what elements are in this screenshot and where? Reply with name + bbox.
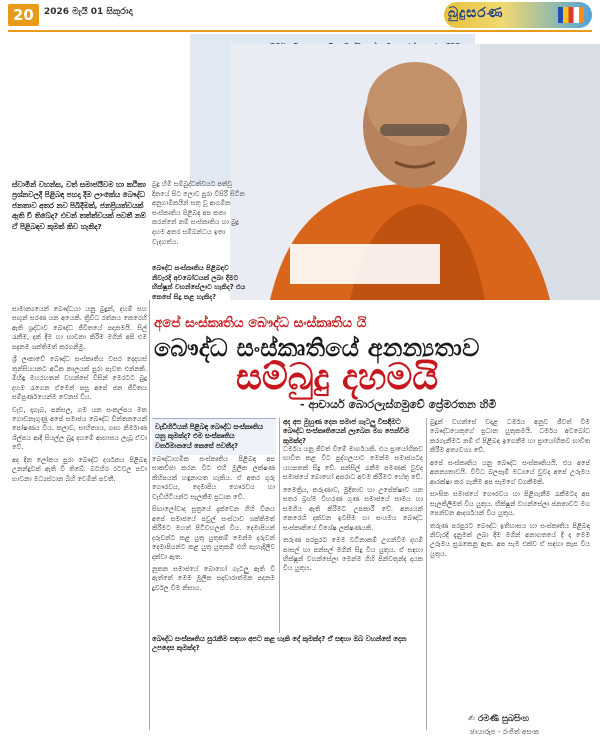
question-box-3-text: අද අප මුහුණ දෙන සමාජ ගැටලු විසඳීමට බෞද්ධ සංස්කෘතියෙන් ලැබෙන මග පෙන්වීම කුමක්ද?	[283, 418, 410, 445]
monk-photo	[230, 44, 600, 300]
column-divider	[426, 418, 427, 730]
column-3-para: ධර්මය යනු ජීවත් වීමේ මාර්ගයකි. එය ප්‍රායෝගිකව භාවිත කළ විට පුද්ගලයාට මෙන්ම සමාජයටද යහපතක් සිදු වේ. පන්සිල් රැකීම පමණක් වුවද සමාජයේ බොහෝ අපරාධ අවම කිරීමට හේතු වේ.	[283, 445, 423, 482]
question-1	[12, 180, 147, 232]
column-1-para: වැව, දාගැබ, පන්සල, ගම යන සංකල්පය මත ගොඩනැගුණු අපේ සමාජය බෞද්ධ චින්තනයෙන් පෝෂණය විය. කලාව, සාහිත්‍යය, ගෘහ නිර්මාණ ශිල්පය ආදී සියල්ල බුදු දහමේ ආභාසය ලැබූ ඒවා වේ.	[12, 405, 147, 452]
column-2	[152, 455, 275, 596]
column-2-top	[152, 180, 247, 247]
column-1-para: සාමාන්‍යයෙන් බෞද්ධයා යනු බුදුන්, දහම් සහ සඟුන් සරණ යන අයෙකි. ත්‍රිවිධ රත්නය කෙරෙහි ඇති ශ්‍රද්ධාව බෞද්ධ ජීවිතයේ පදනමයි. සිල් රැකීම, දන් දීම හා භාවනා කිරීම මගින් අපි එම පදනම ශක්තිමත් කරගනිමු.	[12, 305, 147, 351]
header-rule	[8, 30, 592, 32]
masthead-logo	[444, 2, 592, 28]
column-divider	[149, 300, 150, 730]
issue-date: 2026 මැයි 01 සිකුරාදා	[44, 7, 133, 17]
column-divider	[279, 418, 280, 633]
column-3-para: මෛත්‍රිය, කරුණාව, මුදිතාව හා උපේක්ෂාව යන සතර බ්‍රහ්ම විහරණ ගුණ සමාජයේ සාමය හා සමගිය ඇති කිරීමට උපකාරී වේ. අන්‍යයන් කෙරෙහි දක්වන ඉවසීම හා සංයමය බෞද්ධ සංස්කෘතියේ විශේෂ ලක්ෂණයකි.	[283, 485, 423, 532]
question-1-text: ස්වාමීන් වහන්ස, වත් සමාජයීවම හා කථිකා ප්‍රශ්නවලදී පිළිබඳ පහදා දීම ලාංකේය බෞද්ධ ජනතාව අතර නව පිබිදීමක්, ජනප්‍රියත්වයක් ඇති වී තිබේද? එවන් තත්ත්වයක් පවතී නම් ඒ පිළිබඳව කුමක් කිව හැකිද?	[12, 180, 146, 231]
main-headline-red: සම්බුදු දහමයි	[236, 357, 439, 398]
column-4-para: සාංඝික සමාජයේ ගෞරවය හා පිළිගැනීම රැකීමටද අප සැලකිලිමත් විය යුතුය. භික්ෂූන් වහන්සේලා ජනතාවට මග පෙන්වන ආදර්ශයක් විය යුතුය.	[430, 490, 590, 518]
column-4-para: තරුණ පරපුරට බෞද්ධ ඉතිහාසය හා සංස්කෘතිය පිළිබඳ නිවැරදි දැනුමක් ලබා දීම මගින් අනාගතයේ දී ද මෙම උරුමය සුරැකෙනු ඇත. අප සැම එක්ව ඒ සඳහා කැප විය යුතුය.	[430, 521, 590, 558]
column-3-para: තරුණ පරපුරට මෙම වටිනාකම් උගන්වීම දහම් පාසල් හා පන්සල් මගින් සිදු විය යුතුය. ඒ සඳහා භික්ෂූන් වහන්සේලා මෙන්ම ගිහි පින්වතුන්ද දායක විය යුතුය.	[283, 536, 423, 573]
question-2	[152, 264, 250, 302]
page-header	[0, 0, 600, 30]
question-box-2-text: වැඩිහිටියන් පිළිබඳ බෞද්ධ සංස්කෘතිය යනු කුමක්ද? එම සංස්කෘතිය වර්තමානයේ කෙසේ පවතීද?	[155, 423, 264, 450]
question-box-3	[283, 418, 423, 446]
kicker-headline: අපේ සංස්කෘතිය බෞද්ධ සංස්කෘතිය යි	[154, 316, 367, 331]
column-2-para: නූතන සමාජයේ බොහෝ ගැටලු ඇති වී ඇත්තේ මෙම මූලික සදාචාරාත්මක පදනම දුර්වල වීම නිසාය.	[152, 564, 275, 592]
writer-name: රමණී සුබසිංහ	[478, 714, 530, 724]
question-2-text: බෞද්ධ සංස්කෘතිය පිළිබඳව නිවැරදි අවබෝධයක් ලබා දීමට භික්ෂූන් වහන්සේලාට හැකිද? එය කෙසේ සිදු කළ හැකිද?	[152, 264, 246, 301]
writer-credit	[468, 714, 529, 724]
column-3	[283, 445, 423, 577]
main-headline: බෞද්ධ සංස්කෘතියේ අනන්‍යතාව	[154, 334, 480, 362]
question-box-bottom	[152, 635, 426, 654]
column-4-para: අපේ සංස්කෘතිය යනු බෞද්ධ සංස්කෘතියයි. එය අපේ අනන්‍යතාවයි. විවිධ බලපෑම් මධ්‍යයේ වුවද අපේ උරුමය ආරක්ෂා කර ගැනීම අප සැමගේ වගකීමකි.	[430, 458, 590, 486]
column-1-para: අද දින ලෝකය පුරා බෞද්ධ දර්ශනය පිළිබඳ උනන්දුවක් ඇති වී තිබේ. බටහිර රටවල පවා භාවනා මධ්‍යස්ථාන බිහි වෙමින් පවතී.	[12, 455, 147, 483]
byline: - ආචාර්ය බොරලැස්ගමුවේ ප්‍රේමරතන හිමි	[300, 398, 497, 411]
column-4	[430, 418, 590, 562]
column-4-para: බුදුන් වහන්සේ වදාළ ධර්මය අනුව ජීවත් වීම බෞද්ධයෙකුගේ ප්‍රධාන යුතුකමයි. ධර්මය අවබෝධ කරගැනීමට නම් ඒ පිළිබඳ ඉගෙනීම හා ප්‍රායෝගිකව භාවිත කිරීම අත්‍යවශ්‍ය වේ.	[430, 418, 590, 455]
masthead-text: බුදුසරණ	[448, 5, 504, 21]
pen-icon: ✍	[468, 714, 476, 724]
column-2-para: බෞද්ධාගමික සංස්කෘතිය පිළිබඳ අප සාකච්ඡා කරන විට එහි මූලික ලක්ෂණ කිහිපයක් හඳුනාගත හැකිය. ඒ අතර ගුරු ගෞරවය, දෙමාපිය ගෞරවය හා වැඩිහිටියන්ට සැලකීම ප්‍රධාන වේ.	[152, 455, 275, 501]
column-1-para: ශ්‍රී ලංකාවේ බෞද්ධ සංස්කෘතිය වසර දෙදහස් තුන්සියයකට අධික කාලයක් පුරා පැවත එන්නකි. මිහිඳු මහරහතන් වහන්සේ විසින් මෙරටට බුදු දහම රැගෙන ඒමෙන් පසු අපේ ජන ජීවිතය සම්පූර්ණයෙන්ම වෙනස් විය.	[12, 355, 147, 402]
question-box-2	[152, 418, 276, 455]
column-2-para: සිඟාලෝවාද සූත්‍රයේ දැක්වෙන ගිහි විනය අපේ සමාජයේ පවුල් සංස්ථාව ශක්තිමත් කිරීමට මහත් පිටිවහලක් විය. දෙමාපියන් දරුවන්ට කළ යුතු යුතුකම් මෙන්ම දරුවන් දෙමාපියන්ට කළ යුතු යුතුකම් එහි පැහැදිලිව දක්වා ඇත.	[152, 505, 275, 561]
photo-credit: ඡායාරූප - රංජිත් අසංක	[470, 727, 540, 736]
question-box-bottom-text: බෞද්ධ සංස්කෘතිය සුරැකීම සඳහා අපට කළ හැකි දේ කුමක්ද? ඒ සඳහා ඔබ වහන්සේ දෙන උපදෙස කුමක්ද?	[152, 635, 407, 653]
page-number: 20	[8, 4, 39, 26]
buddhist-flag-icon	[558, 7, 584, 23]
column-2-top-text: බුදු හිමි සම්බුද්ධත්වයට පත්වූ දිනයේ සිට ලොව පුරා විසිරී සිටින අනුගාමිකයින් සතු වූ ආගමික සංස්කෘතිය පිළිබඳ අප කතා කරන්නේ නම් සංස්කෘතිය හා බුදු දහම අතර සම්බන්ධය ඉතා වැදගත්ය.	[152, 180, 245, 246]
column-1	[12, 305, 147, 487]
